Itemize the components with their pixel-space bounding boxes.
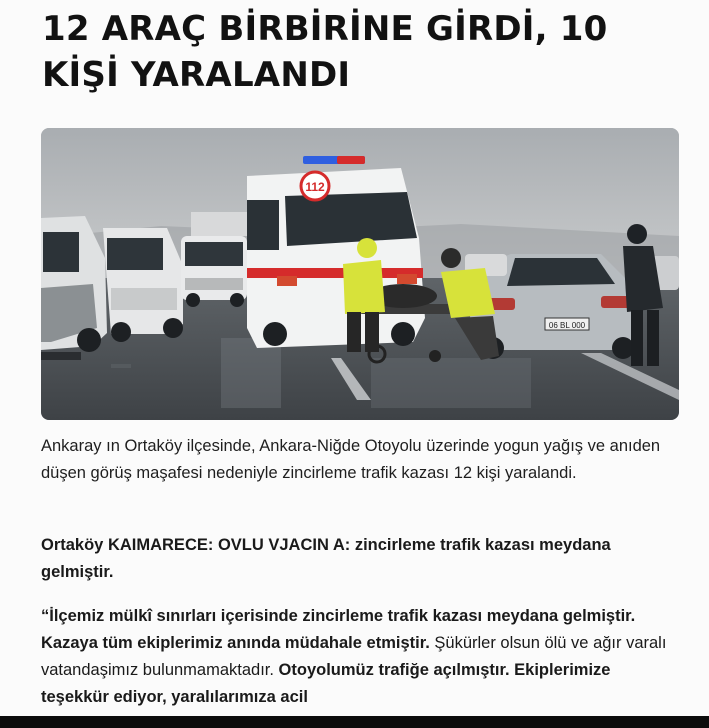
article-quote	[41, 603, 681, 711]
white-van-third	[181, 236, 247, 307]
license-plate: 06 BL 000	[548, 321, 586, 330]
article-headline: 12 ARAÇ BİRBİRİNE GİRDİ, 10 KİŞİ YARALANDI	[42, 9, 608, 95]
article-paragraph-intro: Ankaray ın Ortaköy ilçesinde, Ankara-Niğde Otoyolu üzerinde yogun yağış ve anıden düşen görüş maşafesi nedeniyle zincirleme trafik kazası 12 kişi yaralandi.	[41, 437, 661, 482]
bottom-bar	[0, 716, 709, 728]
ambulance	[247, 156, 425, 348]
accident-scene-illustration	[41, 128, 679, 420]
article-paragraph-statement: Ortaköy KAIMARECE: OVLU VJACIN A: zincirleme trafik kazası meydana gelmiştir.	[41, 536, 611, 581]
quote-sentence-3: Otoyolumüz trafiğe açılmıştır. Ekiplerimize teşekkür ediyor, yaralılarımıza acil	[41, 661, 611, 706]
ambulance-112-label: 112	[305, 180, 325, 194]
accident-photo[interactable]	[41, 128, 679, 420]
quote-sentence-1: “İlçemiz mülkî sınırları içerisinde zincirleme trafik kazası meydana gelmiştir. Kazaya tüm ekiplerimiz anında müdahale etmiştir.	[41, 607, 636, 652]
white-van-second	[103, 228, 183, 342]
quote-sentence-2: Şükürler olsun ölü ve ağır varalı vatandaşimız bulunmamaktadır.	[41, 634, 667, 679]
